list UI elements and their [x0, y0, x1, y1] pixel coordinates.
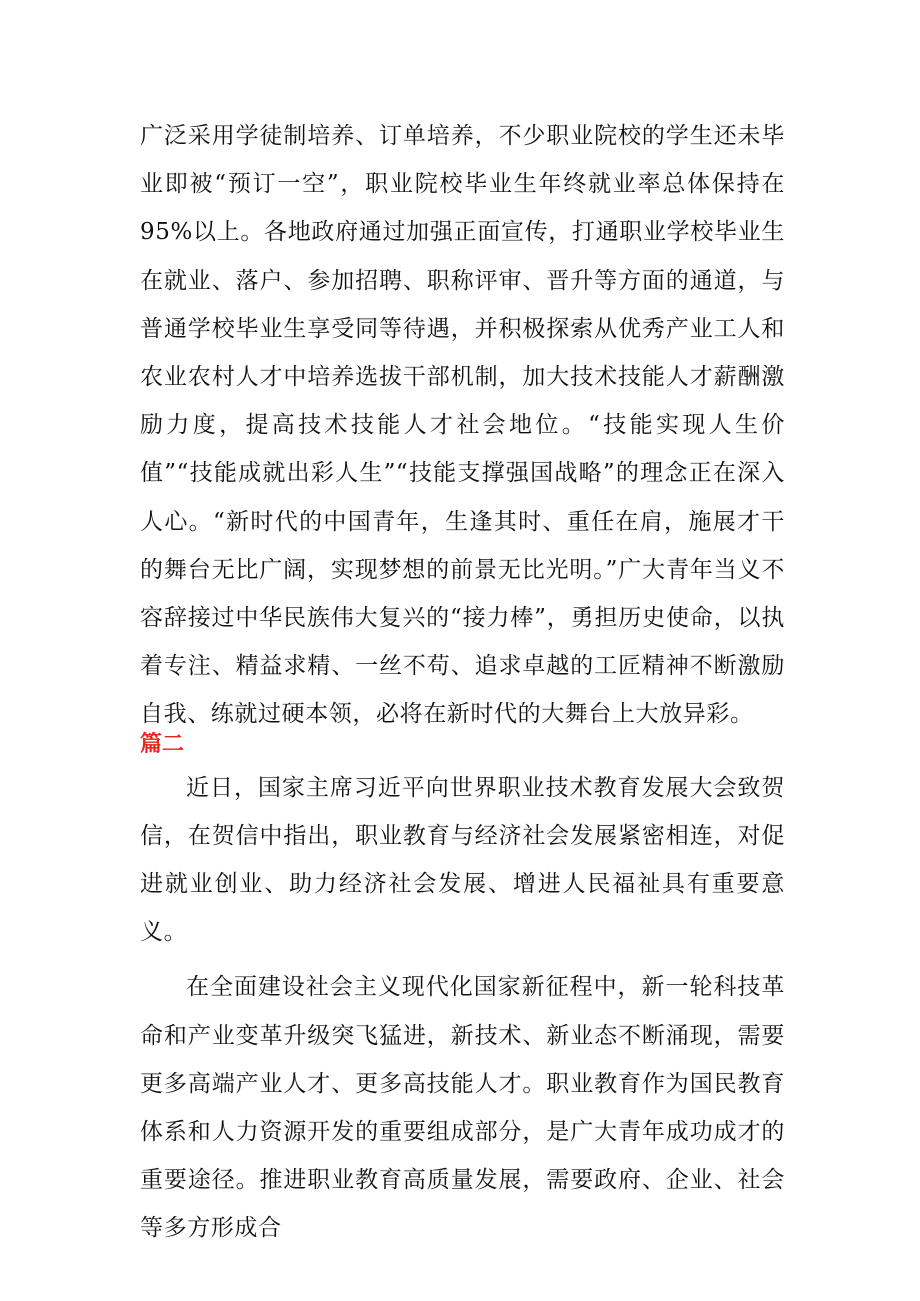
paragraph-spacer [140, 956, 785, 963]
body-paragraph-3: 在全面建设社会主义现代化国家新征程中，新一轮科技革命和产业变革升级突飞猛进，新技术、新业态不断涌现，需要更多高端产业人才、更多高技能人才。职业教育作为国民教育体系和人力资源开发的重要组成部分，是广大青年成功成才的重要途径。推进职业教育高质量发展，需要政府、企业、社会等多方形成合 [140, 974, 785, 1242]
body-paragraph-2: 近日，国家主席习近平向世界职业技术教育发展大会致贺信，在贺信中指出，职业教育与经济社会发展紧密相连，对促进就业创业、助力经济社会发展、增进人民福祉具有重要意义。 [140, 774, 785, 946]
document-page [140, 112, 785, 1253]
body-paragraph-1: 广泛采用学徒制培养、订单培养，不少职业院校的学生还未毕业即被“预订一空”，职业院校毕业生年终就业率总体保持在 95%以上。各地政府通过加强正面宣传，打通职业学校毕业生在就业、落户、参加招聘、职称评审、晋升等方面的通道，与普通学校毕业生享受同等待遇，并积极探索从优秀产业工人和农业农村人才中培养选拔干部机制，加大技术技能人才薪酬激励力度，提高技术技能人才社会地位。“技能实现人生价值”“技能成就出彩人生”“技能支撑强国战略”的理念正在深入人心。“新时代的中国青年，生逢其时、重任在肩，施展才干的舞台无比广阔，实现梦想的前景无比光明。”广大青年当义不容辞接过中华民族伟大复兴的“接力棒”，勇担历史使命，以执着专注、精益求精、一丝不苟、追求卓越的工匠精神不断激励自我、练就过硬本领，必将在新时代的大舞台上大放异彩。 [140, 123, 785, 728]
section-heading: 篇二 [140, 730, 185, 757]
